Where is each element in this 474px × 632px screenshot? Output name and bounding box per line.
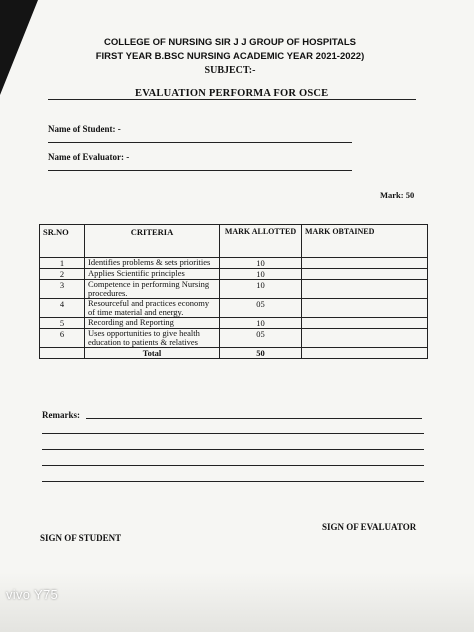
row-sr: 1 xyxy=(40,258,85,269)
table-row xyxy=(40,318,428,329)
row-sr: 6 xyxy=(40,329,85,348)
row-obtained[interactable] xyxy=(302,269,428,280)
evaluator-name-line xyxy=(48,170,352,171)
row-criteria: Resourceful and practices economy of time material and energy. xyxy=(85,299,220,318)
table-header-row xyxy=(40,225,428,258)
course-year: FIRST YEAR B.BSC NURSING ACADEMIC YEAR 2021-2022) xyxy=(95,51,365,62)
row-allotted: 10 xyxy=(220,269,302,280)
row-sr: 3 xyxy=(40,280,85,299)
total-row xyxy=(40,348,428,359)
header-mark-obtained: MARK OBTAINED xyxy=(302,225,428,258)
header-mark-allotted: MARK ALLOTTED xyxy=(220,225,302,258)
table-row xyxy=(40,299,428,318)
row-obtained[interactable] xyxy=(302,280,428,299)
row-sr: 2 xyxy=(40,269,85,280)
row-sr: 5 xyxy=(40,318,85,329)
row-criteria: Competence in performing Nursing procedures. xyxy=(85,280,220,299)
row-sr: 4 xyxy=(40,299,85,318)
row-criteria: Uses opportunities to give health education to patients & relatives xyxy=(85,329,220,348)
row-allotted: 05 xyxy=(220,299,302,318)
remarks-line-2[interactable] xyxy=(42,433,424,434)
row-allotted: 10 xyxy=(220,318,302,329)
table-row xyxy=(40,269,428,280)
student-name-label: Name of Student: - xyxy=(48,124,121,134)
title-underline xyxy=(48,99,416,100)
remarks-line-5[interactable] xyxy=(42,481,424,482)
table-row xyxy=(40,329,428,348)
remarks-line-4[interactable] xyxy=(42,465,424,466)
remarks-line-1[interactable] xyxy=(86,418,422,419)
total-row-sr-blank xyxy=(40,348,85,359)
camera-watermark: vivo Y75 xyxy=(6,587,59,602)
row-allotted: 10 xyxy=(220,280,302,299)
row-allotted: 05 xyxy=(220,329,302,348)
header-criteria: CRITERIA xyxy=(85,225,220,258)
remarks-label: Remarks: xyxy=(42,410,80,420)
row-criteria: Recording and Reporting xyxy=(85,318,220,329)
total-obtained[interactable] xyxy=(302,348,428,359)
evaluation-table xyxy=(39,224,428,359)
remarks-line-3[interactable] xyxy=(42,449,424,450)
row-criteria: Applies Scientific principles xyxy=(85,269,220,280)
header-sr-no: SR.NO xyxy=(40,225,85,258)
document-header xyxy=(60,36,400,78)
row-obtained[interactable] xyxy=(302,299,428,318)
row-obtained[interactable] xyxy=(302,329,428,348)
row-obtained[interactable] xyxy=(302,258,428,269)
college-name: COLLEGE OF NURSING SIR J J GROUP OF HOSPITALS xyxy=(104,37,356,48)
total-marks: Mark: 50 xyxy=(380,190,415,200)
evaluator-name-label: Name of Evaluator: - xyxy=(48,152,130,162)
row-criteria: Identifies problems & sets priorities xyxy=(85,258,220,269)
student-name-line xyxy=(48,142,352,143)
subject-label: SUBJECT:- xyxy=(204,65,256,76)
total-label: Total xyxy=(85,348,220,359)
row-allotted: 10 xyxy=(220,258,302,269)
form-title: EVALUATION PERFORMA FOR OSCE xyxy=(135,88,329,99)
bottom-shadow xyxy=(0,572,474,632)
row-obtained[interactable] xyxy=(302,318,428,329)
table-row xyxy=(40,258,428,269)
dark-corner-shadow xyxy=(0,0,38,95)
total-value: 50 xyxy=(220,348,302,359)
evaluator-signature-label: SIGN OF EVALUATOR xyxy=(322,522,417,532)
student-signature-label: SIGN OF STUDENT xyxy=(40,533,122,543)
table-row xyxy=(40,280,428,299)
